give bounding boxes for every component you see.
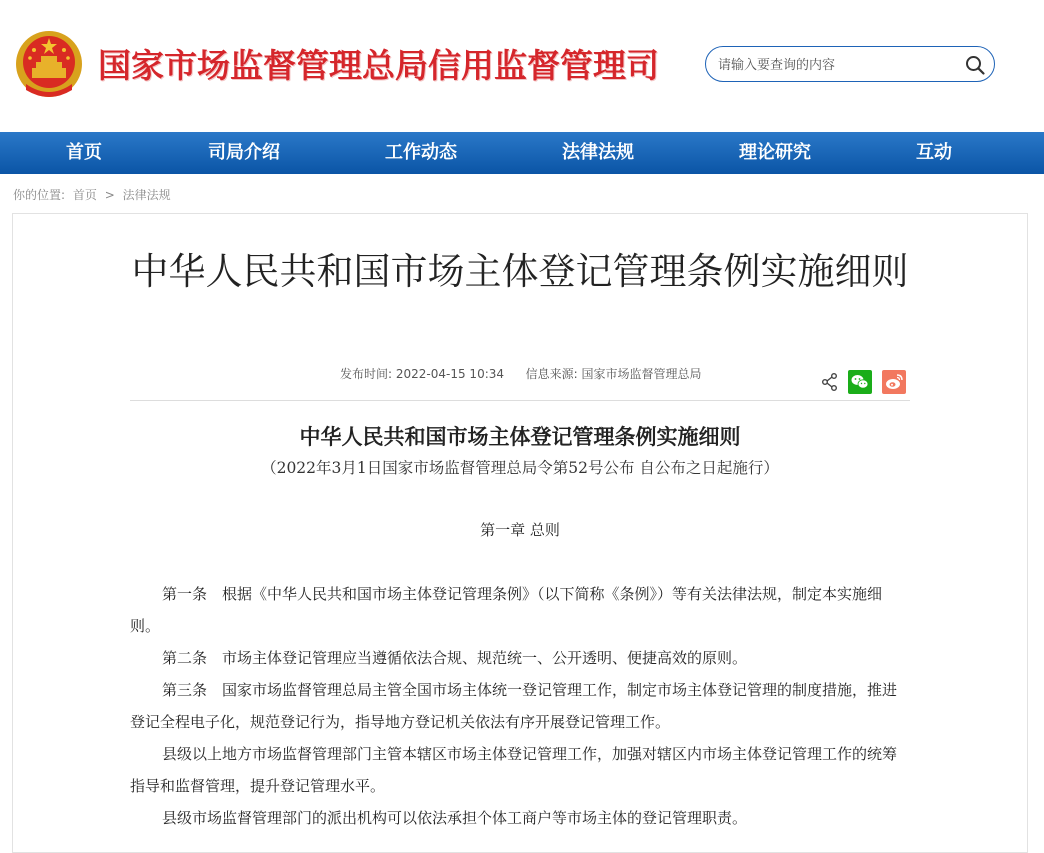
site-title[interactable]: 国家市场监督管理总局信用监督管理司 [98,46,659,85]
paragraph: 县级市场监督管理部门的派出机构可以依法承担个体工商户等市场主体的登记管理职责。 [162,809,748,827]
publish-time: 2022-04-15 10:34 [395,367,505,381]
wechat-icon[interactable] [848,370,872,394]
nav-item-about[interactable]: 司局介绍 [208,142,280,163]
paragraph: 第一条 根据《中华人民共和国市场主体登记管理条例》（以下简称《条例》）等有关法律法规，制定本实施细则。 [130,585,883,635]
search-box [705,46,995,82]
main-nav [0,132,1044,174]
article-meta [340,365,702,382]
article-body [130,578,910,834]
page-title: 中华人民共和国市场主体登记管理条例实施细则 [131,251,909,292]
paragraph: 第三条 国家市场监督管理总局主管全国市场主体统一登记管理工作，制定市场主体登记管理的制度措施，推进登记全程电子化，规范登记行为，指导地方登记机关依法有序开展登记管理工作。 [130,681,898,731]
document-title: 中华人民共和国市场主体登记管理条例实施细则 [299,424,741,449]
breadcrumb-separator: > [104,188,115,202]
breadcrumb-current-link[interactable]: 法律法规 [122,188,171,202]
document-subtitle: （2022年3月1日国家市场监督管理总局令第52号公布 自公布之日起施行） [261,459,779,477]
share-icon[interactable] [818,370,842,394]
source-value: 国家市场监督管理总局 [581,367,702,381]
nav-item-research[interactable]: 理论研究 [739,142,811,163]
breadcrumb-prefix: 你的位置: [13,188,66,202]
source-label: 信息来源: [525,367,578,381]
national-emblem-icon[interactable] [14,28,84,100]
weibo-icon[interactable] [882,370,906,394]
breadcrumb-home-link[interactable]: 首页 [72,188,97,202]
nav-item-home[interactable]: 首页 [66,142,102,163]
site-header [0,0,1044,132]
breadcrumb [13,186,175,203]
paragraph: 县级以上地方市场监督管理部门主管本辖区市场主体登记管理工作，加强对辖区内市场主体登记管理工作的统筹指导和监督管理，提升登记管理水平。 [130,745,898,795]
divider [130,400,910,401]
paragraph: 第二条 市场主体登记管理应当遵循依法合规、规范统一、公开透明、便捷高效的原则。 [162,649,748,667]
nav-item-interact[interactable]: 互动 [916,142,952,163]
nav-item-news[interactable]: 工作动态 [385,142,457,163]
publish-time-label: 发布时间: [340,367,393,381]
search-icon[interactable] [964,54,986,76]
chapter-heading: 第一章 总则 [480,521,560,539]
search-input[interactable] [716,54,960,76]
nav-item-laws[interactable]: 法律法规 [562,142,634,163]
